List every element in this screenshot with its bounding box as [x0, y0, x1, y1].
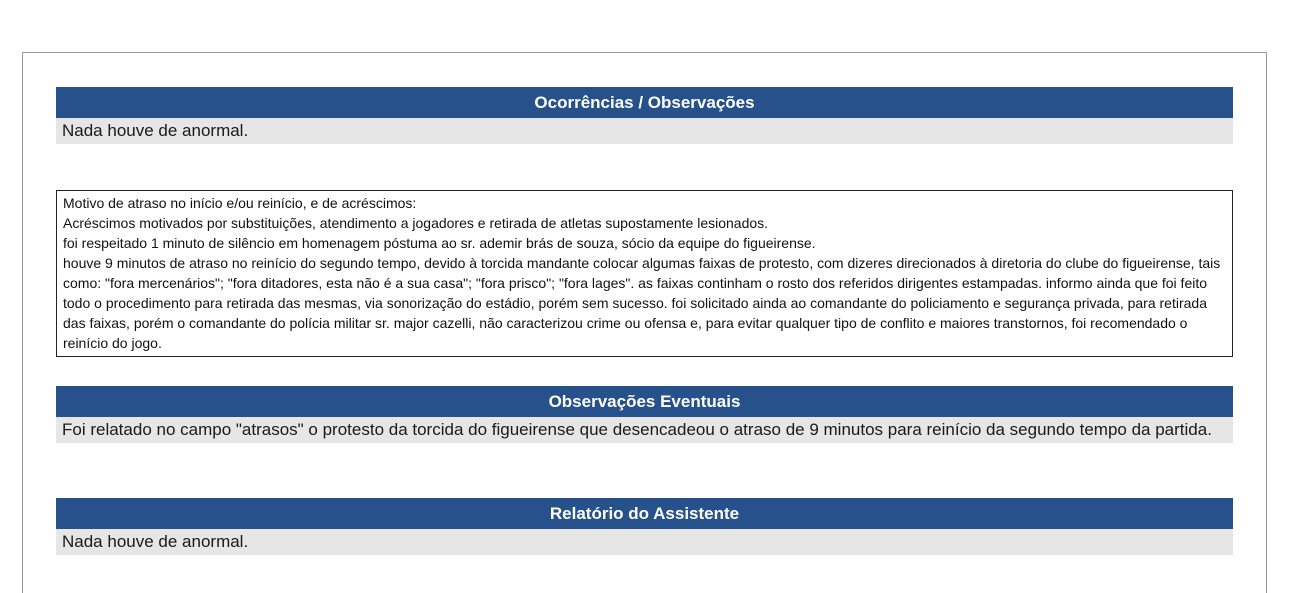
- eventuais-header: Observações Eventuais: [56, 386, 1233, 417]
- ocorrencias-section: [56, 87, 1233, 144]
- delay-reason-line: foi respeitado 1 minuto de silêncio em homenagem póstuma ao sr. ademir brás de souza, sócio da equipe do figueirense.: [63, 235, 816, 251]
- assistente-body: Nada houve de anormal.: [56, 529, 1233, 555]
- eventuais-section: [56, 386, 1233, 443]
- delay-reasons-box: [56, 190, 1233, 357]
- ocorrencias-header: Ocorrências / Observações: [56, 87, 1233, 118]
- delay-reasons-title: Motivo de atraso no início e/ou reinício, e de acréscimos:: [63, 195, 417, 211]
- report-page: [22, 52, 1267, 593]
- assistente-section: [56, 498, 1233, 555]
- assistente-header: Relatório do Assistente: [56, 498, 1233, 529]
- eventuais-body: Foi relatado no campo "atrasos" o protesto da torcida do figueirense que desencadeou o atraso de 9 minutos para reinício da segundo tempo da partida.: [56, 417, 1233, 443]
- ocorrencias-body: Nada houve de anormal.: [56, 118, 1233, 144]
- delay-reason-line: houve 9 minutos de atraso no reinício do segundo tempo, devido à torcida mandante colocar algumas faixas de protesto, com dizeres direcionados à diretoria do clube do figueirense, tais como: "fora mercenários"; "fora ditadores, esta não é a sua casa"; "fora prisco"; "fora lages". as faixas continham o rosto dos referidos dirigentes estampadas. informo ainda que foi feito todo o procedimento para retirada das mesmas, via sonorização do estádio, porém sem sucesso. foi solicitado ainda ao comandante do policiamento e segurança privada, para retirada das faixas, porém o comandante do polícia militar sr. major cazelli, não caracterizou crime ou ofensa e, para evitar qualquer tipo de conflito e maiores transtornos, foi recomendado o reinício do jogo.: [63, 255, 1221, 351]
- delay-reason-line: Acréscimos motivados por substituições, atendimento a jogadores e retirada de atletas supostamente lesionados.: [63, 215, 769, 231]
